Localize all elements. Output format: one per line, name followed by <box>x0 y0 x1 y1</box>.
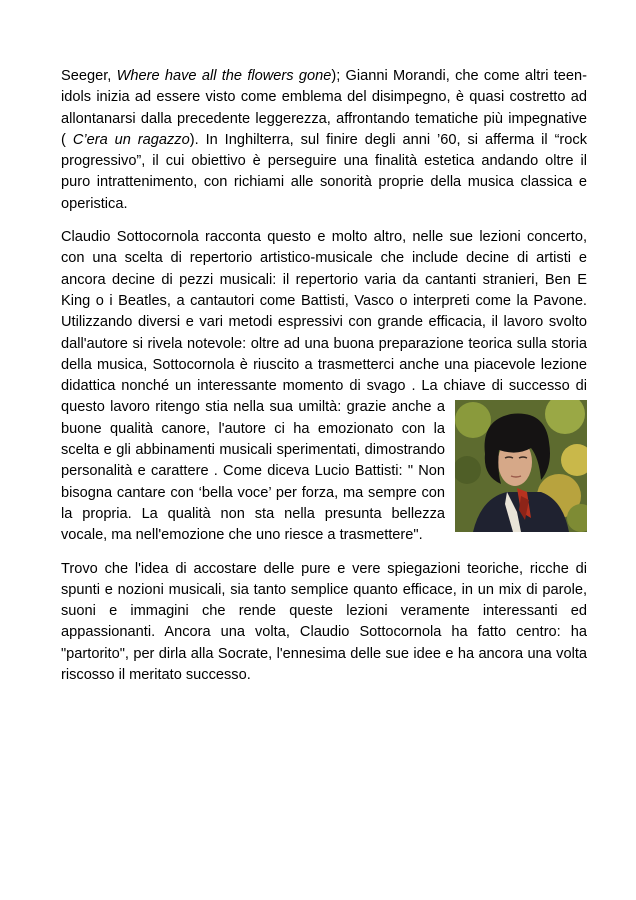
song-title-flowers: Where have all the flowers gone <box>116 68 332 84</box>
paragraph-1-text-1: Seeger, <box>61 68 117 84</box>
document-page <box>61 66 587 698</box>
paragraph-1-text-2: ); Gianni Morandi, che come altri teen-idols inizia ad essere visto come emblema del disimpegno, è quasi costretto ad allontanarsi dalla precedente leggerezza, affrontando tematiche più impegnative ( <box>61 68 587 148</box>
paragraph-3-text: Trovo che l'idea di accostare delle pure e vere spiegazioni teoriche, ricche di spunti e nozioni musicali, sia tanto semplice quanto efficace, in un mix di parole, suoni e immagini che rende queste lezioni veramente interessanti ed appassionanti. Ancora una volta, Claudio Sottocornola ha fatto centro: ha "partorito", per dirla alla Socrate, l'ennesima delle sue idee e ha ancora una volta riscosso il meritato successo. <box>61 560 587 684</box>
paragraph-2-text-a: Claudio Sottocornola racconta questo e molto altro, nelle sue lezioni concerto, con una scelta di repertorio artistico-musicale che include decine di artisti e ancora decine di pezzi musicali: il repertorio varia da cantanti stranieri, Ben E King o i Beatles, a cantautori come Battisti, Vasco o interpreti come la Pavone. Utilizzando diversi e vari metodi espressivi con grande efficacia, il lavoro svolto dall'autore si rivela notevole: oltre ad una buona preparazione teorica sulla storia della musica, Sottocornola è riuscito a trasmetterci anche una piacevole lezione didattica nonché un interessante momento di svago . La chiave di successo di questo lavoro ritengo stia nella <box>61 229 587 416</box>
paragraph-1-text-3: ). In Inghilterra, sul finire degli anni ’60, si afferma il “rock progressivo”, il cui obiettivo è perseguire una finalità estetica andando oltre il puro intrattenimento, con richiami alle sonorità proprie della musica classica e operistica. <box>61 131 587 212</box>
paragraph-1 <box>61 66 587 215</box>
paragraph-2 <box>61 227 587 546</box>
song-title-ragazzo: C’era un ragazzo <box>72 131 190 148</box>
paragraph-3 <box>61 559 587 687</box>
portrait-photo <box>455 400 587 532</box>
portrait-image <box>455 400 587 532</box>
paragraph-2-text-b: sua umiltà: grazie anche a buone qualità canore, l'autore ci ha emozionato con la scelta e gli abbinamenti musicali sperimentati, dimostrando personalità e carattere . Come diceva Lucio Battisti: " Non bisogna cantare con ‘bella voce’ per forza, ma sempre con la propria. La qualità non sta nella presunta bellezza vocale, ma nell'emozione che uno riesce a trasmettere". <box>61 399 445 544</box>
